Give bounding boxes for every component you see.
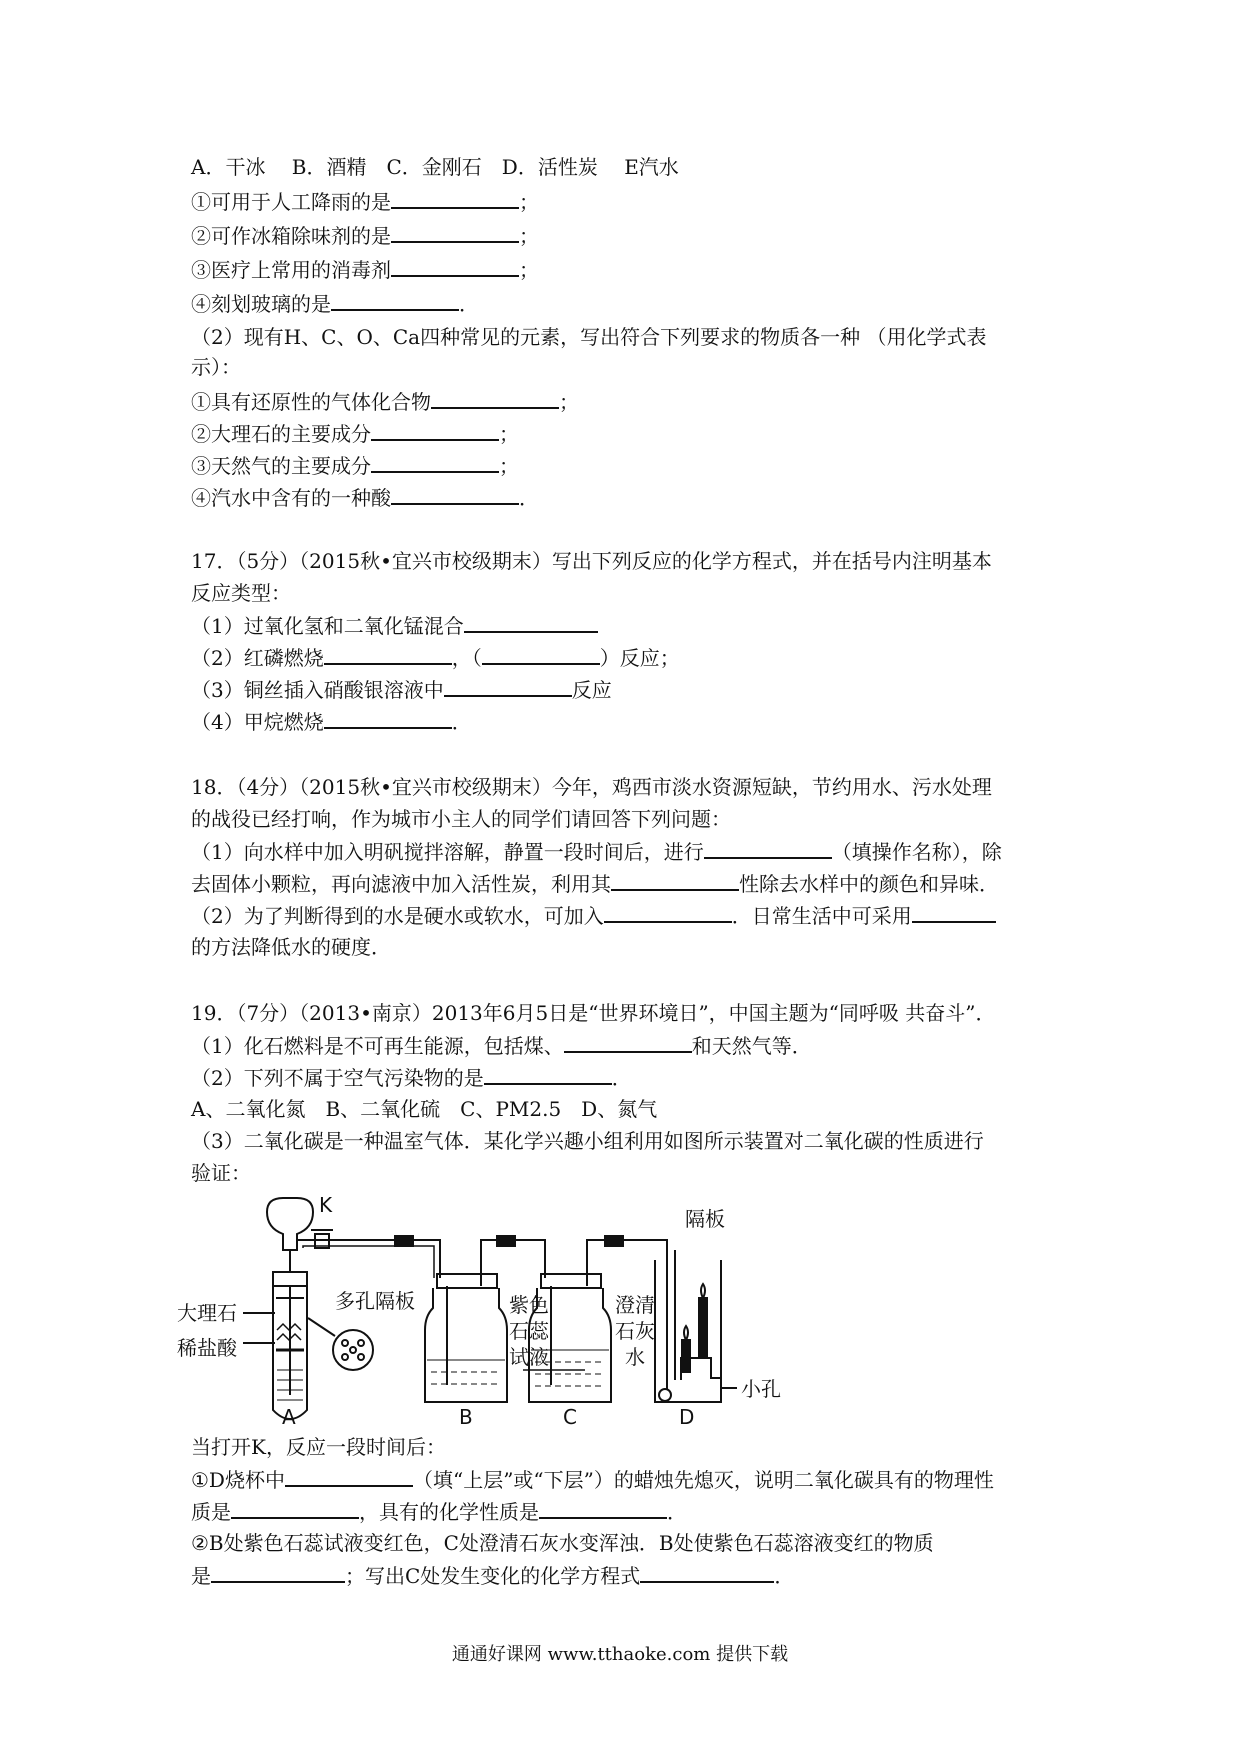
label-limewater-3: 水 (625, 1345, 645, 1369)
answer-blank[interactable] (464, 613, 598, 633)
label-limewater-2: 石灰 (615, 1319, 655, 1343)
q16-sub-3 (191, 453, 519, 478)
answer-blank[interactable] (285, 1467, 413, 1487)
q19-c2-line-1: ②B处紫色石蕊试液变红色，C处澄清石灰水变浑浊．B处使紫色石蕊溶液变红的物质 (191, 1531, 934, 1555)
answer-blank[interactable] (912, 903, 996, 923)
answer-blank[interactable] (371, 453, 499, 473)
answer-blank[interactable] (391, 223, 519, 243)
q17-item-2 (191, 645, 680, 670)
q19-period: ． (667, 1500, 687, 1524)
q19-line-1-b: 和天然气等． (691, 1034, 812, 1058)
q18-line-1-b: （填操作名称），除 (831, 840, 1002, 864)
q18-line-1-a: （1）向水样中加入明矾搅拌溶解，静置一段时间后，进行 (191, 840, 704, 864)
q19-c1-line-1 (191, 1467, 994, 1492)
label-d: D (679, 1405, 695, 1429)
q19-c1-c: 质是 (191, 1500, 231, 1524)
answer-blank[interactable] (444, 677, 572, 697)
q16-semi: ； (499, 422, 519, 446)
q17-item-2-text: （2）红磷燃烧 (191, 646, 324, 670)
answer-blank[interactable] (331, 291, 459, 311)
answer-blank[interactable] (604, 903, 732, 923)
answer-blank[interactable] (324, 645, 452, 665)
q18-stem-b: 的战役已经打响，作为城市小主人的同学们请回答下列问题： (191, 807, 731, 831)
q17-item-4 (191, 709, 472, 734)
q17-item-4-text: （4）甲烷燃烧 (191, 710, 324, 734)
porous-partition-inset (308, 1318, 373, 1370)
co2-apparatus-figure (177, 1190, 825, 1430)
q16-sub-2-text: ②大理石的主要成分 (191, 422, 371, 446)
label-small-hole: 小孔 (741, 1377, 781, 1401)
answer-blank[interactable] (611, 871, 739, 891)
q16-item-4 (191, 291, 479, 316)
label-litmus-2: 石蕊 (509, 1319, 549, 1343)
q17-item-3 (191, 677, 612, 702)
label-b: B (459, 1405, 473, 1429)
q18-line-3-b: ．日常生活中可采用 (731, 904, 912, 928)
answer-blank[interactable] (371, 421, 499, 441)
q16-sub-1 (191, 389, 579, 414)
q19-c2-b: 是 (191, 1564, 211, 1588)
answer-blank[interactable] (431, 389, 559, 409)
q16-part2-line-a: （2）现有H、C、O、Ca四种常见的元素，写出符合下列要求的物质各一种 （用化学式表 (191, 325, 987, 349)
label-partition: 隔板 (685, 1207, 725, 1231)
q16-sub-1-text: ①具有还原性的气体化合物 (191, 390, 431, 414)
q16-item-1-text: ①可用于人工降雨的是 (191, 190, 391, 214)
q19-period: ． (611, 1066, 632, 1090)
answer-blank[interactable] (704, 839, 832, 859)
answer-blank[interactable] (391, 485, 519, 505)
q19-period: ． (774, 1564, 795, 1588)
q16-item-3 (191, 257, 539, 282)
label-litmus-1: 紫色 (509, 1293, 549, 1317)
q18-line-3-a: （2）为了判断得到的水是硬水或软水，可加入 (191, 904, 604, 928)
q18-line-3 (191, 903, 996, 928)
q16-sub-4 (191, 485, 539, 510)
q19-line-1-a: （1）化石燃料是不可再生能源，包括煤、 (191, 1034, 564, 1058)
q16-part2-line-b: 示）： (191, 355, 241, 379)
q16-semi: ； (519, 258, 539, 282)
q17-item-1 (191, 613, 598, 638)
q19-stem: 19．（7分）（2013•南京）2013年6月5日是“世界环境日”，中国主题为“同呼吸 共奋斗”． (191, 1001, 996, 1025)
q16-semi: ； (519, 190, 539, 214)
q16-item-4-text: ④刻划玻璃的是 (191, 292, 331, 316)
q19-c1-d: ，具有的化学性质是 (359, 1500, 539, 1524)
q18-line-2-a: 去固体小颗粒，再向滤液中加入活性炭，利用其 (191, 872, 611, 896)
answer-blank[interactable] (539, 1499, 667, 1519)
q18-line-2-b: 性除去水样中的颜色和异味． (739, 872, 999, 896)
q19-options: A、二氧化氮 B、二氧化硫 C、PM2.5 D、氮气 (191, 1097, 658, 1121)
q19-c2-c: ；写出C处发生变化的化学方程式 (345, 1564, 641, 1588)
q17-item-2-mid: ，（ (451, 646, 482, 670)
q16-item-2 (191, 223, 539, 248)
q18-line-4: 的方法降低水的硬度． (191, 935, 391, 959)
q17-stem-b: 反应类型： (191, 581, 291, 605)
q16-options: A．干冰 B．酒精 C．金刚石 D．活性炭 E汽水 (191, 155, 679, 179)
q17-item-1-text: （1）过氧化氢和二氧化锰混合 (191, 614, 464, 638)
q19-line-1 (191, 1033, 812, 1058)
q17-item-3-end: 反应 (571, 678, 612, 702)
answer-blank[interactable] (482, 645, 600, 665)
q17-stem-a: 17．（5分）（2015秋•宜兴市校级期末）写出下列反应的化学方程式，并在括号内注明基本 (191, 549, 992, 573)
q16-semi: ； (499, 454, 519, 478)
answer-blank[interactable] (640, 1563, 774, 1583)
q19-line-2 (191, 1065, 632, 1090)
label-litmus-3: 试液 (509, 1345, 549, 1369)
label-k: K (319, 1193, 333, 1217)
q18-line-1 (191, 839, 1002, 864)
answer-blank[interactable] (484, 1065, 612, 1085)
q19-line-2-text: （2）下列不属于空气污染物的是 (191, 1066, 484, 1090)
q16-period: ． (459, 292, 479, 316)
q16-sub-3-text: ③天然气的主要成分 (191, 454, 371, 478)
q17-item-2-end: ）反应； (599, 646, 680, 670)
q16-semi: ； (559, 390, 579, 414)
q16-item-2-text: ②可作冰箱除味剂的是 (191, 224, 391, 248)
q16-period: ． (519, 486, 539, 510)
q17-period: ． (451, 710, 472, 734)
label-c: C (563, 1405, 577, 1429)
q19-after: 当打开K，反应一段时间后： (191, 1435, 446, 1459)
label-marble: 大理石 (177, 1301, 237, 1325)
q19-c2-line-2 (191, 1563, 794, 1588)
q19-c1-b: （填“上层”或“下层”）的蜡烛先熄灭，说明二氧化碳具有的物理性 (412, 1468, 994, 1492)
q19-c1-a: ①D烧杯中 (191, 1468, 285, 1492)
q19-line-3-a: （3）二氧化碳是一种温室气体．某化学兴趣小组利用如图所示装置对二氧化碳的性质进行 (191, 1129, 984, 1153)
q17-item-3-text: （3）铜丝插入硝酸银溶液中 (191, 678, 444, 702)
label-porous-partition: 多孔隔板 (335, 1289, 415, 1313)
answer-blank[interactable] (211, 1563, 345, 1583)
tube-a-b-inner (303, 1246, 434, 1278)
answer-blank[interactable] (391, 189, 519, 209)
q16-item-3-text: ③医疗上常用的消毒剂 (191, 258, 391, 282)
apparatus-a (267, 1198, 333, 1419)
q19-line-3-b: 验证： (191, 1161, 251, 1185)
answer-blank[interactable] (564, 1033, 692, 1053)
label-limewater-1: 澄清 (615, 1293, 655, 1317)
q18-line-2 (191, 871, 999, 896)
label-dilute-hcl: 稀盐酸 (177, 1336, 237, 1360)
answer-blank[interactable] (324, 709, 452, 729)
q16-semi: ； (519, 224, 539, 248)
label-a: A (282, 1405, 296, 1429)
q16-sub-4-text: ④汽水中含有的一种酸 (191, 486, 391, 510)
q16-item-1 (191, 189, 539, 214)
q19-c1-line-2 (191, 1499, 687, 1524)
q18-stem-a: 18．（4分）（2015秋•宜兴市校级期末）今年，鸡西市淡水资源短缺，节约用水、污水处理 (191, 775, 992, 799)
q16-sub-2 (191, 421, 519, 446)
answer-blank[interactable] (391, 257, 519, 277)
answer-blank[interactable] (231, 1499, 359, 1519)
footer-source: 通通好课网 www.tthaoke.com 提供下载 (451, 1644, 789, 1665)
apparatus-b (425, 1250, 507, 1402)
